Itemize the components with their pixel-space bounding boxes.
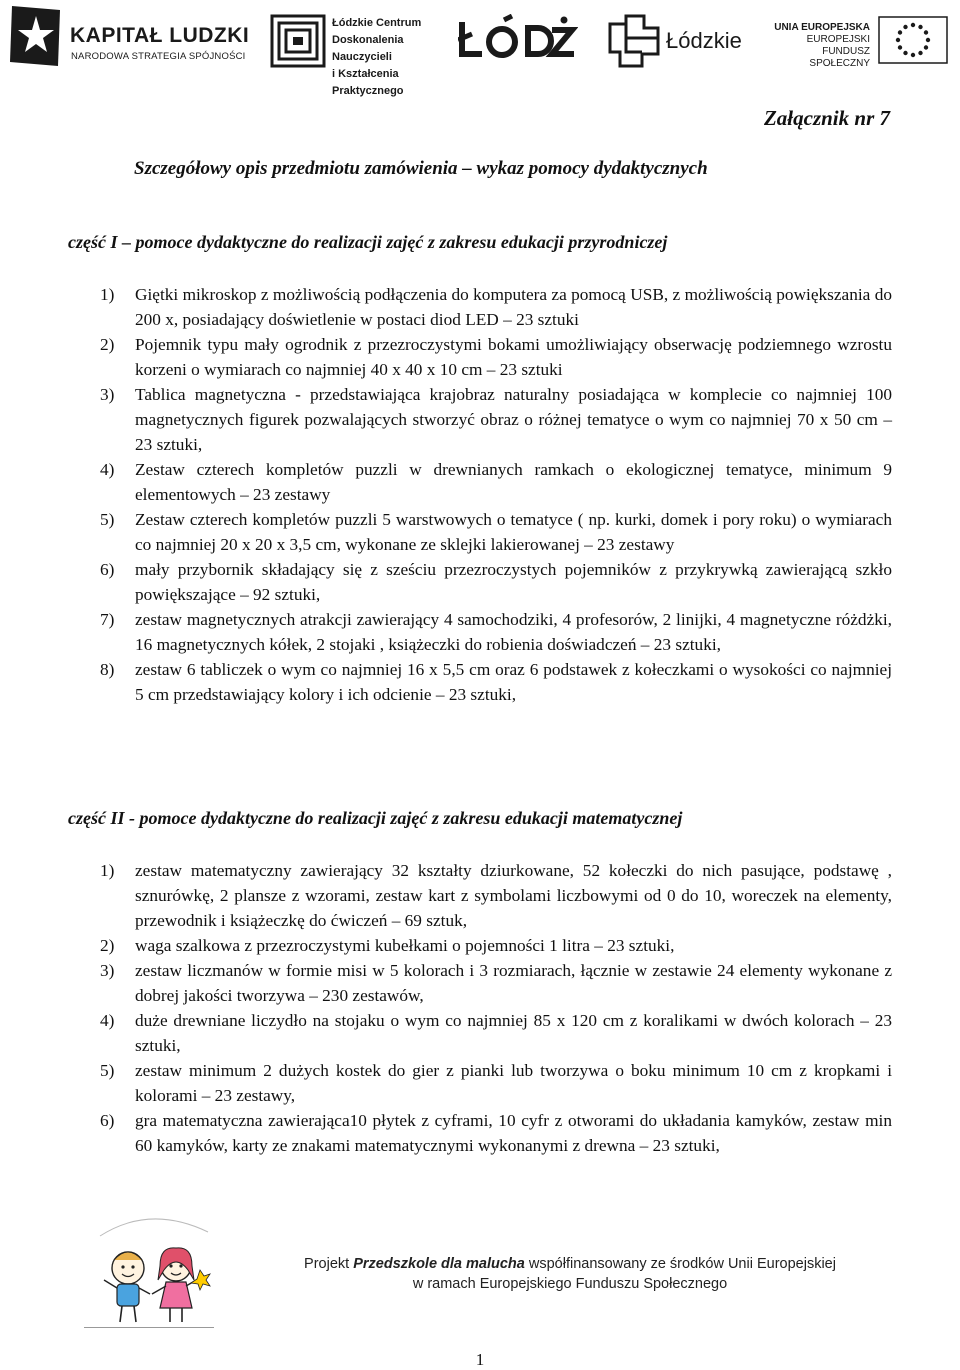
item-text: Giętki mikroskop z możliwością podłączenia do komputera za pomocą USB, z możliwością powiększania do 200 x, posiadający doświetlenie w postaci diod LED – 23 sztuki xyxy=(135,285,892,329)
item-text: mały przybornik składający się z sześciu przezroczystych pojemników z przykrywką zawierającą szkło powiększające – 92 sztuki, xyxy=(135,560,892,604)
eu-flag-icon xyxy=(878,16,948,64)
footer-project-name: Przedszkole dla malucha xyxy=(353,1256,525,1272)
list-item xyxy=(100,332,892,382)
attachment-label: Załącznik nr 7 xyxy=(763,106,890,130)
odn-logo xyxy=(270,14,450,97)
item-number: 6) xyxy=(100,560,115,579)
header-logos xyxy=(0,0,960,97)
list-item xyxy=(100,1058,892,1108)
list-item xyxy=(100,507,892,557)
item-number: 2) xyxy=(100,936,115,955)
eu-line-1: UNIA EUROPEJSKA xyxy=(774,22,870,33)
list-item xyxy=(100,858,892,933)
item-number: 7) xyxy=(100,610,115,629)
item-number: 3) xyxy=(100,385,115,404)
item-text: zestaw liczmanów w formie misi w 5 kolorach i 3 rozmiarach, łącznie w zestawie 24 elementy wykonane z dobrej jakości tworzywa – 230 zestawów, xyxy=(135,961,892,1005)
item-number: 5) xyxy=(100,510,115,529)
item-text: gra matematyczna zawierająca10 płytek z cyframi, 10 cyfr z otworami do układania kamyków, zestaw min 60 kamyków, karty ze znakami matematycznymi wykonanymi z drewna – 23 sztuki, xyxy=(135,1111,892,1155)
lodzkie-name: Łódzkie xyxy=(666,28,742,53)
list-item xyxy=(100,557,892,607)
odn-line-2: Doskonalenia Nauczycieli xyxy=(332,34,404,63)
odn-square-icon xyxy=(270,14,326,68)
part-1-title: część I – pomoce dydaktyczne do realizacji zajęć z zakresu edukacji przyrodniczej xyxy=(68,232,668,252)
kapital-ludzki-star-icon xyxy=(6,4,66,68)
item-text: Zestaw czterech kompletów puzzli w drewnianych ramkach o ekologicznej tematyce, minimum 9 elementowych – 23 zestawy xyxy=(135,460,892,504)
odn-text xyxy=(332,15,450,100)
kids-illustration-icon xyxy=(90,1210,215,1328)
part-2-list xyxy=(100,858,892,1158)
list-item xyxy=(100,933,892,958)
item-number: 4) xyxy=(100,460,115,479)
item-number: 8) xyxy=(100,660,115,679)
footer-line-1 xyxy=(200,1254,940,1274)
footer-project-text xyxy=(200,1254,940,1294)
eu-line-3: FUNDUSZ SPOŁECZNY xyxy=(809,46,870,69)
lodzkie-region-logo xyxy=(606,14,746,68)
list-item xyxy=(100,657,892,707)
footer-line-1-pre: Projekt xyxy=(304,1256,354,1272)
item-number: 3) xyxy=(100,961,115,980)
eu-text xyxy=(770,22,870,70)
kapital-ludzki-subtitle: NARODOWA STRATEGIA SPÓJNOŚCI xyxy=(71,51,246,62)
footer-line-1-post: współfinansowany ze środków Unii Europejskiej xyxy=(524,1256,836,1272)
lodzkie-map-icon xyxy=(606,14,662,68)
item-text: zestaw matematyczny zawierający 32 kształty dziurkowane, 52 kołeczki do nich pasujące, podstawę , sznurówkę, 2 plansze z wzorami, zestaw kart z symbolami liczbowymi od 0 do 10, woreczek na elementy, przewodnik i książeczkę do ćwiczeń – 69 sztuk, xyxy=(135,861,892,930)
list-item xyxy=(100,382,892,457)
part-1-list xyxy=(100,282,892,707)
list-item xyxy=(100,1108,892,1158)
lodz-lettering-icon xyxy=(458,14,578,68)
item-number: 1) xyxy=(100,285,115,304)
item-text: Pojemnik typu mały ogrodnik z przezroczystymi bokami umożliwiający obserwację podziemnego wzrostu korzeni o wymiarach co najmniej 40 x 40 x 10 cm – 23 sztuki xyxy=(135,335,892,379)
part-2-title: część II - pomoce dydaktyczne do realizacji zajęć z zakresu edukacji matematycznej xyxy=(68,808,683,828)
item-number: 2) xyxy=(100,335,115,354)
item-text: duże drewniane liczydło na stojaku o wym co najmniej 85 x 120 cm z koralikami w dwóch kolorach – 23 sztuki, xyxy=(135,1011,892,1055)
lodz-city-logo xyxy=(458,14,578,68)
item-text: zestaw magnetycznych atrakcji zawierający 4 samochodziki, 4 profesorów, 2 linijki, 4 magnetyczne różdżki, 16 magnetycznych kółek, 2 stojaki , książeczki do robienia doświadczeń – 23 sztuki, xyxy=(135,610,892,654)
list-item xyxy=(100,958,892,1008)
przedszkole-logo xyxy=(90,1210,215,1330)
kapital-ludzki-logo xyxy=(6,4,256,68)
item-text: Zestaw czterech kompletów puzzli 5 warstwowych o tematyce ( np. kurki, domek i pory roku) o wymiarach co najmniej 20 x 20 x 3,5 cm, wykonane ze sklejki lakierowanej – 23 zestawy xyxy=(135,510,892,554)
list-item xyxy=(100,282,892,332)
eu-line-2: EUROPEJSKI xyxy=(806,34,870,45)
page-number: 1 xyxy=(475,1350,485,1369)
eu-logo xyxy=(770,10,955,68)
list-item xyxy=(100,1008,892,1058)
item-number: 1) xyxy=(100,861,115,880)
item-text: waga szalkowa z przezroczystymi kubełkami o pojemności 1 litra – 23 sztuki, xyxy=(135,936,675,955)
kapital-ludzki-name: KAPITAŁ LUDZKI xyxy=(70,24,250,47)
footer-line-2: w ramach Europejskiego Funduszu Społecznego xyxy=(412,1276,728,1292)
footer-divider xyxy=(84,1327,214,1328)
item-number: 6) xyxy=(100,1111,115,1130)
item-text: zestaw minimum 2 dużych kostek do gier z pianki lub tworzywa o boku minimum 10 cm z kropkami i kolorami – 23 zestawy, xyxy=(135,1061,892,1105)
item-text: zestaw 6 tabliczek o wym co najmniej 16 x 5,5 cm oraz 6 podstawek z kołeczkami o wysokości co najmniej 5 cm przedstawiający kolory i ich odcienie – 23 sztuki, xyxy=(135,660,892,704)
list-item xyxy=(100,607,892,657)
item-text: Tablica magnetyczna - przedstawiająca krajobraz naturalny posiadająca w komplecie co najmniej 100 magnetycznych figurek pozwalających stworzyć obraz o różnej tematyce o wym co najmniej 70 x 50 cm – 23 sztuki, xyxy=(135,385,892,454)
odn-line-1: Łódzkie Centrum xyxy=(332,17,422,29)
odn-line-3: i Kształcenia Praktycznego xyxy=(332,68,404,97)
item-number: 4) xyxy=(100,1011,115,1030)
list-item xyxy=(100,457,892,507)
item-number: 5) xyxy=(100,1061,115,1080)
document-title: Szczegółowy opis przedmiotu zamówienia – wykaz pomocy dydaktycznych xyxy=(134,158,708,179)
